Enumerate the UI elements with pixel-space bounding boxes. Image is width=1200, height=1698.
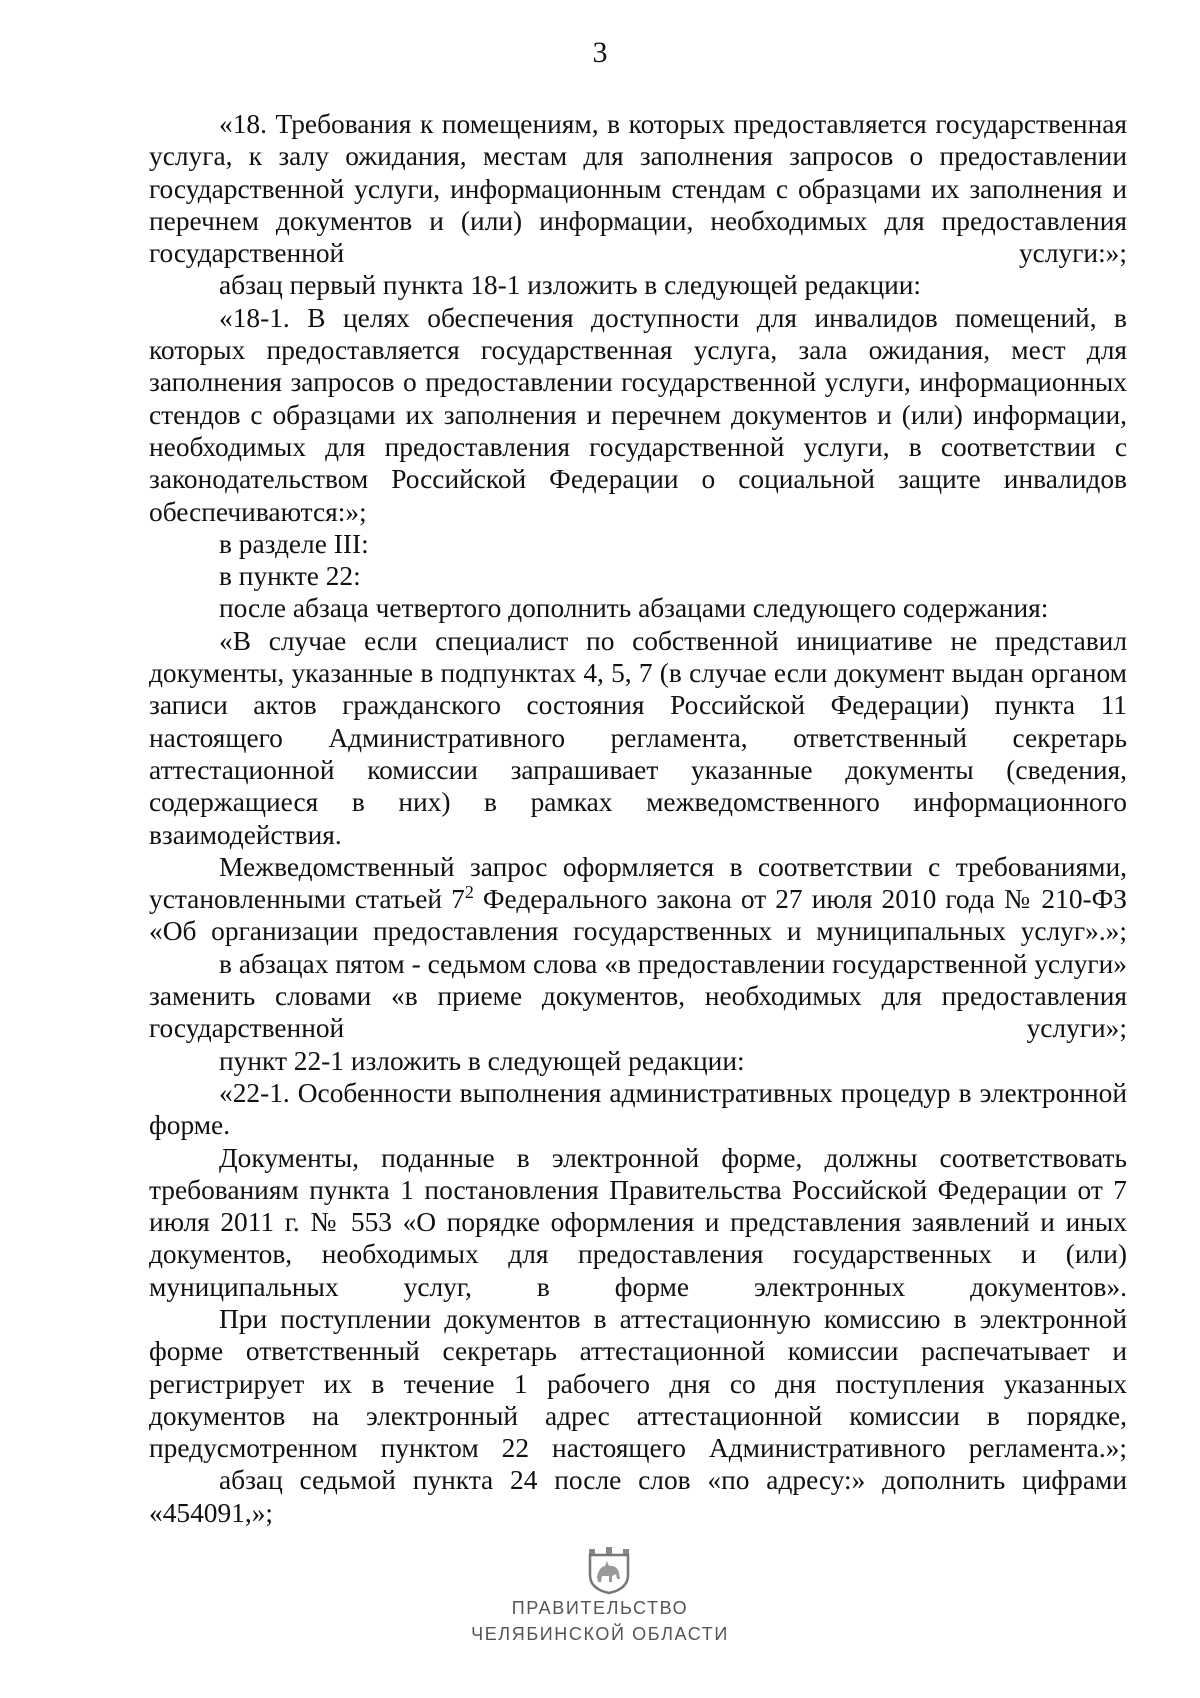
- government-title-line1: ПРАВИТЕЛЬСТВО: [511, 1598, 689, 1618]
- government-title-line2: ЧЕЛЯБИНСКОЙ ОБЛАСТИ: [471, 1624, 729, 1644]
- paragraph: [149, 851, 1127, 948]
- paragraph: в абзацах пятом - седьмом слова «в предоставлении государственной услуги» заменить словами «в приеме документов, необходимых для предоставления государственной услуги»;: [149, 948, 1127, 1044]
- paragraph: пункт 22-1 изложить в следующей редакции:: [219, 1045, 745, 1076]
- paragraph: после абзаца четвертого дополнить абзацами следующего содержания:: [219, 593, 1049, 624]
- paragraph-text: Межведомственный запрос оформляется в соответствии с требованиями, установленными статьей 7: [149, 851, 1127, 915]
- paragraph: абзац седьмой пункта 24 после слов «по адресу:» дополнить цифрами «454091,»;: [149, 1465, 1127, 1528]
- paragraph: в пункте 22:: [219, 561, 361, 592]
- paragraph: «22-1. Особенности выполнения административных процедур в электронной форме.: [149, 1077, 1127, 1141]
- page-number: 3: [592, 36, 608, 69]
- document-body: [149, 108, 1127, 1529]
- paragraph: «18-1. В целях обеспечения доступности для инвалидов помещений, в которых предоставляется государственная услуга, зала ожидания, мест для заполнения запросов о предоставлении государственной услуги, информационных стендов с образцами их заполнения и перечнем документов и (или) информации, необходимых для предоставления государственной услуги, в соответствии с законодательством Российской Федерации о социальной защите инвалидов обеспечиваются:»;: [149, 302, 1127, 527]
- paragraph: «18. Требования к помещениям, в которых предоставляется государственная услуга, к залу ожидания, местам для заполнения запросов о предоставлении государственной услуги, информационным стендам с образцами их заполнения и перечнем документов и (или) информации, необходимых для предоставления государственной услуги:»;: [149, 109, 1127, 269]
- superscript: 2: [464, 882, 474, 902]
- coat-of-arms-icon: [587, 1545, 631, 1595]
- paragraph: Документы, поданные в электронной форме, должны соответствовать требованиям пункта 1 постановления Правительства Российской Федерации от 7 июля 2011 г. № 553 «О порядке оформления и представления заявлений и иных документов, необходимых для предоставления государственных и (или) муниципальных услуг, в форме электронных документов».: [149, 1142, 1127, 1302]
- paragraph: При поступлении документов в аттестационную комиссию в электронной форме ответственный секретарь аттестационной комиссии распечатывает и регистрирует их в течение 1 рабочего дня со дня поступления указанных документов на электронный адрес аттестационной комиссии в порядке, предусмотренном пунктом 22 настоящего Административного регламента.»;: [149, 1303, 1127, 1464]
- paragraph-text: Федерального закона от 27 июля 2010 года № 210-ФЗ «Об организации предоставления государственных и муниципальных услуг».»;: [149, 884, 1127, 947]
- paragraph: в разделе III:: [219, 528, 369, 559]
- paragraph: абзац первый пункта 18-1 изложить в следующей редакции:: [219, 270, 922, 301]
- paragraph: «В случае если специалист по собственной инициативе не представил документы, указанные в подпунктах 4, 5, 7 (в случае если документ выдан органом записи актов гражданского состояния Российской Федерации) пункта 11 настоящего Административного регламента, ответственный секретарь аттестационной комиссии запрашивает указанные документы (сведения, содержащиеся в них) в рамках межведомственного информационного взаимодействия.: [149, 625, 1127, 850]
